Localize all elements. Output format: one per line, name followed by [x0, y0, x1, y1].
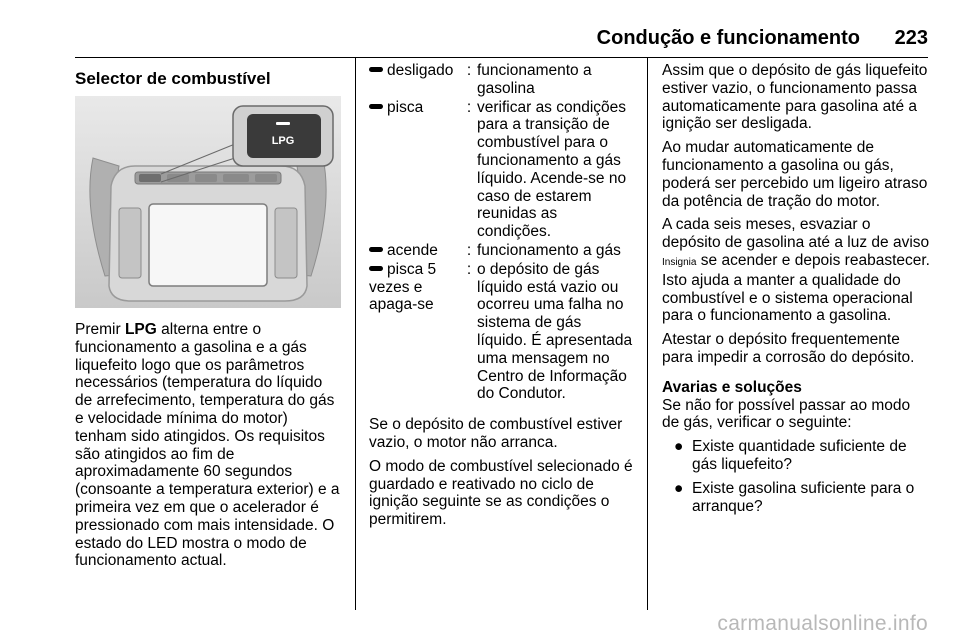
section-title: Selector de combustível — [75, 69, 271, 88]
paragraph: Se não for possível passar ao modo de gás, verificar o seguinte: — [662, 396, 911, 432]
paragraph: O modo de combustível selecionado é guardado e reativado no ciclo de ignição seguinte se as condições o permitirem. — [369, 457, 633, 529]
column-divider-2 — [647, 58, 648, 610]
table-row: pisca : verificar as condições para a transição de combustível para o funcionamento a gás líquido. Acende-se no caso de estarem reunidas as condições. — [369, 99, 635, 242]
table-row: desligado : funcionamento a gasolina — [369, 62, 635, 99]
column-divider-1 — [355, 58, 356, 610]
column-3 — [662, 62, 930, 521]
led-icon — [369, 104, 383, 109]
bullet-icon: ● — [674, 438, 684, 456]
lpg-intro-paragraph: Premir LPG alterna entre o funcionamento a gasolina e a gás liquefeito logo que os parâmetros necessários (temperatura do líquido de arrefecimento, temperatura do gás e velocidade mínima do motor) tenham sido atingidos. Os requisitos são atingidos ao fim de aproximadamente 60 segundos (consoante a temperatura exterior) e a primeira vez em que o acelerador é pressionado com mais intensidade. O estado do LED mostra o modo de funcionamento actual. — [75, 321, 340, 570]
chapter-title: Condução e funcionamento — [596, 27, 860, 49]
header-rule — [75, 57, 928, 58]
list-item: ● Existe gasolina suficiente para o arranque? — [674, 479, 915, 515]
watermark: carmanualsonline.info — [717, 612, 928, 635]
lpg-button-reference: LPG — [124, 321, 157, 338]
insignia-warning-light-label: Insignia — [662, 256, 697, 268]
subheading: Avarias e soluções — [662, 378, 802, 396]
led-icon — [369, 266, 383, 271]
column-2 — [369, 62, 635, 535]
list-item: ● Existe quantidade suficiente de gás liquefeito? — [674, 438, 907, 473]
page-header — [75, 20, 928, 58]
led-icon — [369, 247, 383, 252]
lpg-button-label: LPG — [271, 135, 295, 147]
paragraph: A cada seis meses, esvaziar o depósito de gasolina até a luz de aviso Insignia se acender e depois reabastecer. Isto ajuda a manter a qualidade do combustível e o sistema operacional para o funcionamento a gasolina. — [662, 216, 930, 325]
dashboard-illustration — [75, 96, 341, 308]
page-number: 223 — [894, 27, 928, 49]
table-row: pisca 5 vezes e apaga-se : o depósito de gás líquido está vazio ou ocorreu uma falha no sistema de gás líquido. É apresentada uma mensagem no Centro de Informação do Condutor. — [369, 260, 633, 403]
paragraph: Se o depósito de combustível estiver vazio, o motor não arranca. — [369, 416, 623, 451]
paragraph: Assim que o depósito de gás liquefeito estiver vazio, o funcionamento passa automaticamente para gasolina até a ignição ser desligada. — [662, 62, 928, 133]
paragraph: Ao mudar automaticamente de funcionamento a gasolina ou gás, poderá ser percebido um ligeiro atraso da potência de tração do motor. — [662, 139, 928, 210]
column-1 — [75, 62, 341, 570]
led-status-table — [369, 62, 635, 404]
paragraph: Atestar o depósito frequentemente para impedir a corrosão do depósito. — [662, 331, 915, 366]
led-icon — [369, 67, 383, 72]
checklist — [662, 438, 930, 515]
bullet-icon: ● — [674, 479, 684, 497]
table-row: acende : funcionamento a gás — [369, 242, 635, 261]
